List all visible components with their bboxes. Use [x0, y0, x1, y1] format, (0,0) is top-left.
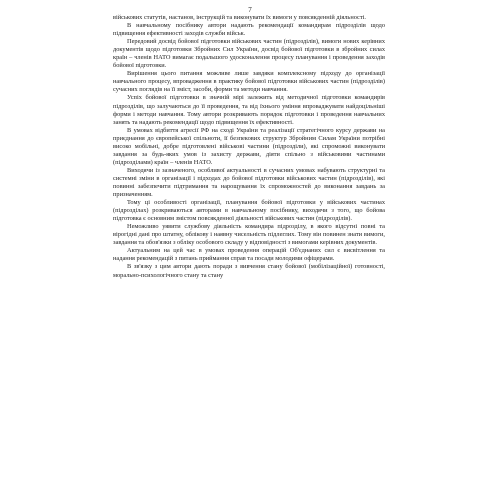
paragraph-8: Тому ці особливості організації, планування бойової підготовки у військових частинах (підрозділах) розкриваються авторами в навчальному посібнику, виходячи з того, що бойова підготовка є основним змістом повсякденної діяльності військових частин (підрозділів).	[113, 199, 385, 223]
paragraph-5: Успіх бойової підготовки в значній мірі залежить від методичної підготовки командирів підрозділів, що залучаються до її проведення, та від їхнього уміння впроваджувати найдоцільніші форми і методи навчання. Тому автори розкривають порядок підготовки і проведення навчальних занять та надають рекомендації щодо підвищення їх ефективності.	[113, 94, 385, 126]
paragraph-11: В зв'язку з цим автори дають поради з вивчення стану бойової (мобілізаційної) готовності, морально-психологічного стану та стану	[113, 263, 385, 279]
paragraph-7: Виходячи із зазначеного, особливої актуальності в сучасних умовах набувають структурні та системні зміни в організації і підходах до бойової підготовки військових частин (підрозділів), які повинні забезпечити підтримання та нарощування їх спроможностей до виконання завдань за призначенням.	[113, 166, 385, 199]
paragraph-6: В умовах відбиття агресії РФ на сході України та реалізації стратегічного курсу держави на приєднання до європейської спільноти, її безпекових структур Збройним Силам України потрібні високо мобільні, добре підготовлені військові частини (підрозділи), які спроможні виконувати завдання за будь-яких умов із захисту держави, діяти спільно з військовими частинами (підрозділами) країн – членів НАТО.	[113, 126, 385, 166]
paragraph-1: військових статутів, настанов, інструкцій та виконувати їх вимоги у повсякденній діяльності.	[113, 14, 366, 21]
paragraph-4: Вирішення цього питання можливе лише завдяки комплексному підходу до організації навчального процесу, впровадження в практику бойової підготовки військових частин (підрозділів) сучасних поглядів на її зміст, засоби, форми та методи навчання.	[113, 70, 385, 94]
page-number: 7	[248, 6, 252, 14]
paragraph-10: Актуальним на цей час в умовах проведення операцій Об'єднаних сил є висвітлення та надання рекомендацій з питань приймання справ та посади молодими офіцерами.	[113, 247, 385, 263]
paragraph-9: Неможливо уявити службову діяльність командира підрозділу, в якого відсутні повні та вірогідні дані про штатну, облікову і наявну чисельність підлеглих. Тому він повинен знати вимоги, завдання та обов'язки з обліку особового складу у відповідності з вимогами керівних документів.	[113, 223, 385, 247]
body-text	[113, 14, 385, 280]
paragraph-2: В навчальному посібнику автори надають рекомендації командирам підрозділів щодо підвищення ефективності заходів служби військ.	[113, 22, 385, 38]
paragraph-3: Передовий досвід бойової підготовки військових частин (підрозділів), вимоги нових керівних документів щодо підготовки Збройних Сил України, досвід бойової підготовки в збройних силах країн – членів НАТО вимагає подальшого удосконалення процесу планування і проведення заходів бойової підготовки.	[113, 38, 385, 70]
